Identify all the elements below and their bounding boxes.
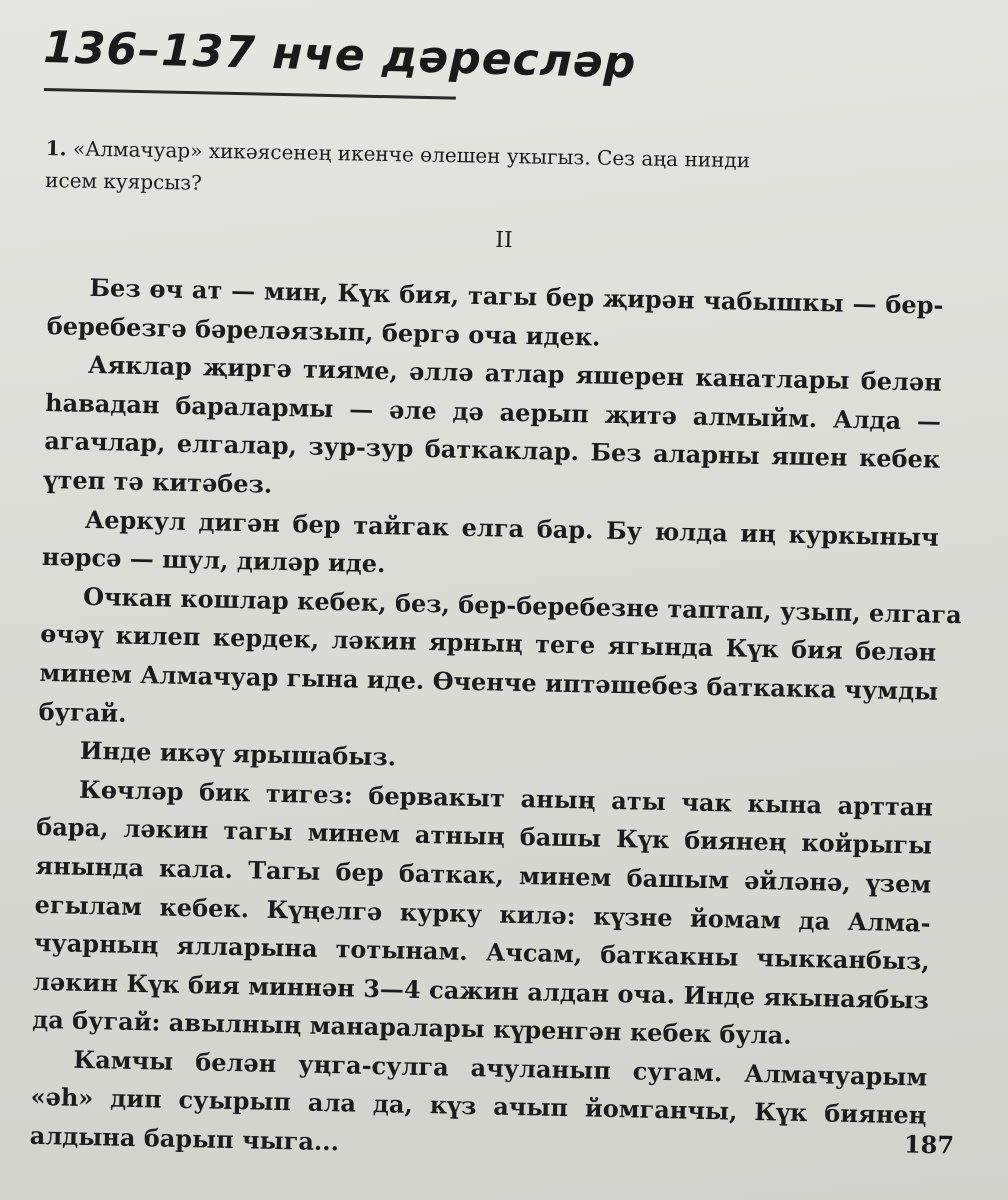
text-line: үтеп тә китәбез. <box>43 464 273 499</box>
task-number: 1. <box>45 135 67 161</box>
text-line: Инде икәү ярышабыз. <box>79 735 397 772</box>
text-line: Аяклар җиргә тияме, әллә атлар яшерен канатлары белән <box>87 350 943 397</box>
text-line: Көчләр бик тигез: бервакыт аның аты чак кына арттан <box>78 774 934 822</box>
text-line: һавадан баралармы — әле дә аерып җитә алмыйм. Алда — <box>44 387 942 436</box>
text-line: алдына барып чыга... <box>29 1120 340 1157</box>
text-line: агачлар, елгалар, зур-зур баткаклар. Без аларны яшен кебек <box>44 426 941 475</box>
text-line: бугай. <box>38 696 127 728</box>
text-line: беребезгә бәреләязып, бергә оча идек. <box>46 310 601 352</box>
text-line: бара, ләкин тагы минем атның башы Күк биянең койрыгы <box>35 812 933 860</box>
task-text-1: «Алмачуар» хикәясенең икенче өлешен укыгыз. Сез аңа нинди <box>72 136 751 173</box>
text-line: Камчы белән уңга-сулга ачуланып сугам. Алмачуарым <box>73 1044 928 1092</box>
text-line: да бугай: авылның манаралары күренгән кебек була. <box>31 1005 792 1051</box>
text-line: Аеркул дигән бер тайгак елга бар. Бу юлда иң куркыныч <box>84 504 939 552</box>
heading-underline <box>44 88 456 100</box>
text-line: «әһ» дип суырып ала да, күз ачып йомганчы, Күк биянең <box>30 1082 927 1131</box>
text-line: өчәү килеп кердек, ләкин ярның теге ягында Күк бия белән <box>40 619 937 668</box>
text-line: минем Алмачуар гына иде. Өченче иптәшебез баткакка чумды <box>39 657 939 706</box>
task-block <box>45 132 946 212</box>
section-title: II <box>495 227 513 254</box>
text-line: ләкин Күк бия миннән 3—4 сажин алдан оча. Инде якынаябыз <box>32 966 930 1015</box>
text-line: Очкан кошлар кебек, без, бер-беребезне таптап, узып, елгага <box>82 581 963 629</box>
text-line: егылам кебек. Күңелгә курку килә: күзне йомам да Алма- <box>34 889 931 938</box>
story-text <box>29 268 963 1174</box>
text-line: нәрсә — шул, диләр иде. <box>41 542 386 579</box>
text-line: чуарның ялларына тотынам. Ачсам, баткакны чыкканбыз, <box>33 927 930 976</box>
text-line: янында кала. Тагы бер баткак, минем башым әйләнә, үзем <box>35 850 932 899</box>
page-number: 187 <box>903 1129 955 1160</box>
lesson-heading: 136–137 нче дәресләр <box>42 22 637 89</box>
text-line: Без өч ат — мин, Күк бия, тагы бер җирән чабышкы — бер- <box>89 272 944 320</box>
task-line-2: исем куярсыз? <box>44 167 203 195</box>
